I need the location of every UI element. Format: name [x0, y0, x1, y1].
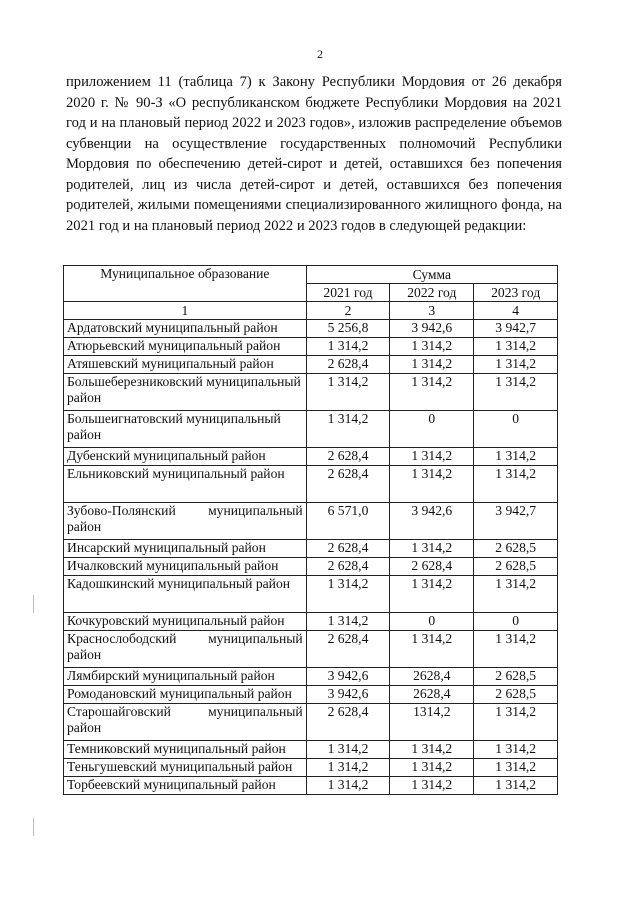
value-2021: 2 628,4: [306, 704, 390, 741]
value-2022: 0: [390, 613, 474, 631]
value-2021: 1 314,2: [306, 759, 390, 777]
value-2022: 1314,2: [390, 704, 474, 741]
table-row: [64, 448, 558, 466]
column-number: 2: [306, 302, 390, 320]
table-row: [64, 613, 558, 631]
value-2021: 6 571,0: [306, 503, 390, 540]
municipality-name: Инсарский муниципальный район: [64, 540, 307, 558]
value-2023: 1 314,2: [474, 631, 558, 668]
municipality-name: Кочкуровский муниципальный район: [64, 613, 307, 631]
table-row: [64, 704, 558, 741]
table-body: [64, 320, 558, 795]
value-2022: 1 314,2: [390, 356, 474, 374]
value-2022: 1 314,2: [390, 448, 474, 466]
column-number: 1: [64, 302, 307, 320]
column-number: 4: [474, 302, 558, 320]
value-2021: 2 628,4: [306, 448, 390, 466]
value-2023: 2 628,5: [474, 668, 558, 686]
value-2023: 1 314,2: [474, 448, 558, 466]
margin-line: [33, 818, 34, 836]
municipality-name: Краснослободский муниципальный район: [64, 631, 307, 668]
municipality-name: Ичалковский муниципальный район: [64, 558, 307, 576]
municipality-name: Теньгушевский муниципальный район: [64, 759, 307, 777]
value-2021: 1 314,2: [306, 741, 390, 759]
table-row: [64, 411, 558, 448]
municipality-name: Темниковский муниципальный район: [64, 741, 307, 759]
value-2021: 1 314,2: [306, 613, 390, 631]
table-row: [64, 374, 558, 411]
value-2022: 2 628,4: [390, 558, 474, 576]
value-2022: 1 314,2: [390, 741, 474, 759]
value-2022: 1 314,2: [390, 374, 474, 411]
municipality-name: Дубенский муниципальный район: [64, 448, 307, 466]
value-2021: 3 942,6: [306, 686, 390, 704]
value-2021: 2 628,4: [306, 466, 390, 503]
value-2023: 1 314,2: [474, 576, 558, 613]
value-2022: 0: [390, 411, 474, 448]
value-2023: 1 314,2: [474, 374, 558, 411]
header-year-2021: 2021 год: [306, 284, 390, 302]
table-row: [64, 558, 558, 576]
header-year-2023: 2023 год: [474, 284, 558, 302]
table-row: [64, 320, 558, 338]
municipality-name: Старошайговский муниципальный район: [64, 704, 307, 741]
value-2023: 1 314,2: [474, 777, 558, 795]
page-number: 2: [317, 47, 323, 61]
value-2022: 1 314,2: [390, 338, 474, 356]
value-2022: 3 942,6: [390, 503, 474, 540]
header-sum: Сумма: [306, 266, 557, 284]
value-2021: 1 314,2: [306, 338, 390, 356]
subvention-table: [63, 265, 558, 795]
value-2023: 2 628,5: [474, 686, 558, 704]
value-2022: 2628,4: [390, 686, 474, 704]
value-2021: 1 314,2: [306, 777, 390, 795]
margin-line: [33, 595, 34, 613]
municipality-name: Лямбирский муниципальный район: [64, 668, 307, 686]
value-2021: 2 628,4: [306, 631, 390, 668]
municipality-name: Кадошкинский муниципальный район: [64, 576, 307, 613]
value-2023: 1 314,2: [474, 356, 558, 374]
value-2023: 3 942,7: [474, 503, 558, 540]
table-row: [64, 503, 558, 540]
value-2022: 1 314,2: [390, 631, 474, 668]
value-2022: 1 314,2: [390, 466, 474, 503]
table-row: [64, 338, 558, 356]
table-row: [64, 777, 558, 795]
table-row: [64, 631, 558, 668]
value-2023: 2 628,5: [474, 558, 558, 576]
value-2021: 1 314,2: [306, 576, 390, 613]
value-2023: 1 314,2: [474, 704, 558, 741]
value-2023: 3 942,7: [474, 320, 558, 338]
header-municipality: Муниципальное образование: [64, 266, 307, 302]
municipality-name: Ельниковский муниципальный район: [64, 466, 307, 503]
table-row: [64, 759, 558, 777]
municipality-name: Зубово-Полянский муниципальный район: [64, 503, 307, 540]
table-row: [64, 576, 558, 613]
table-row: [64, 686, 558, 704]
table-row: [64, 668, 558, 686]
table-row: [64, 540, 558, 558]
value-2021: 1 314,2: [306, 411, 390, 448]
municipality-name: Ромодановский муниципальный район: [64, 686, 307, 704]
value-2021: 1 314,2: [306, 374, 390, 411]
value-2021: 2 628,4: [306, 558, 390, 576]
municipality-name: Большеигнатовский муниципальный район: [64, 411, 307, 448]
value-2021: 3 942,6: [306, 668, 390, 686]
municipality-name: Большеберезниковский муниципальный район: [64, 374, 307, 411]
value-2023: 1 314,2: [474, 466, 558, 503]
value-2022: 1 314,2: [390, 576, 474, 613]
value-2023: 1 314,2: [474, 741, 558, 759]
value-2022: 2628,4: [390, 668, 474, 686]
value-2023: 2 628,5: [474, 540, 558, 558]
municipality-name: Атюрьевский муниципальный район: [64, 338, 307, 356]
value-2023: 0: [474, 613, 558, 631]
municipality-name: Ардатовский муниципальный район: [64, 320, 307, 338]
value-2022: 3 942,6: [390, 320, 474, 338]
column-number: 3: [390, 302, 474, 320]
value-2022: 1 314,2: [390, 777, 474, 795]
table-row: [64, 741, 558, 759]
value-2021: 2 628,4: [306, 356, 390, 374]
value-2021: 2 628,4: [306, 540, 390, 558]
header-year-2022: 2022 год: [390, 284, 474, 302]
value-2023: 0: [474, 411, 558, 448]
value-2022: 1 314,2: [390, 759, 474, 777]
value-2023: 1 314,2: [474, 338, 558, 356]
intro-paragraph: приложением 11 (таблица 7) к Закону Республики Мордовия от 26 декабря 2020 г. № 90-З «О республиканском бюджете Республики Мордовия на 2021 год и на плановый период 2022 и 2023 годов», изложив распределение объемов субвенции на осуществление государственных полномочий Республики Мордовия по обеспечению детей-сирот и детей, оставшихся без попечения родителей, лиц из числа детей-сирот и детей, оставшихся без попечения родителей, жилыми помещениями специализированного жилищного фонда, на 2021 год и на плановый период 2022 и 2023 годов в следующей редакции:: [66, 74, 562, 234]
value-2023: 1 314,2: [474, 759, 558, 777]
value-2021: 5 256,8: [306, 320, 390, 338]
table-row: [64, 356, 558, 374]
value-2022: 1 314,2: [390, 540, 474, 558]
municipality-name: Атяшевский муниципальный район: [64, 356, 307, 374]
municipality-name: Торбеевский муниципальный район: [64, 777, 307, 795]
table-row: [64, 466, 558, 503]
